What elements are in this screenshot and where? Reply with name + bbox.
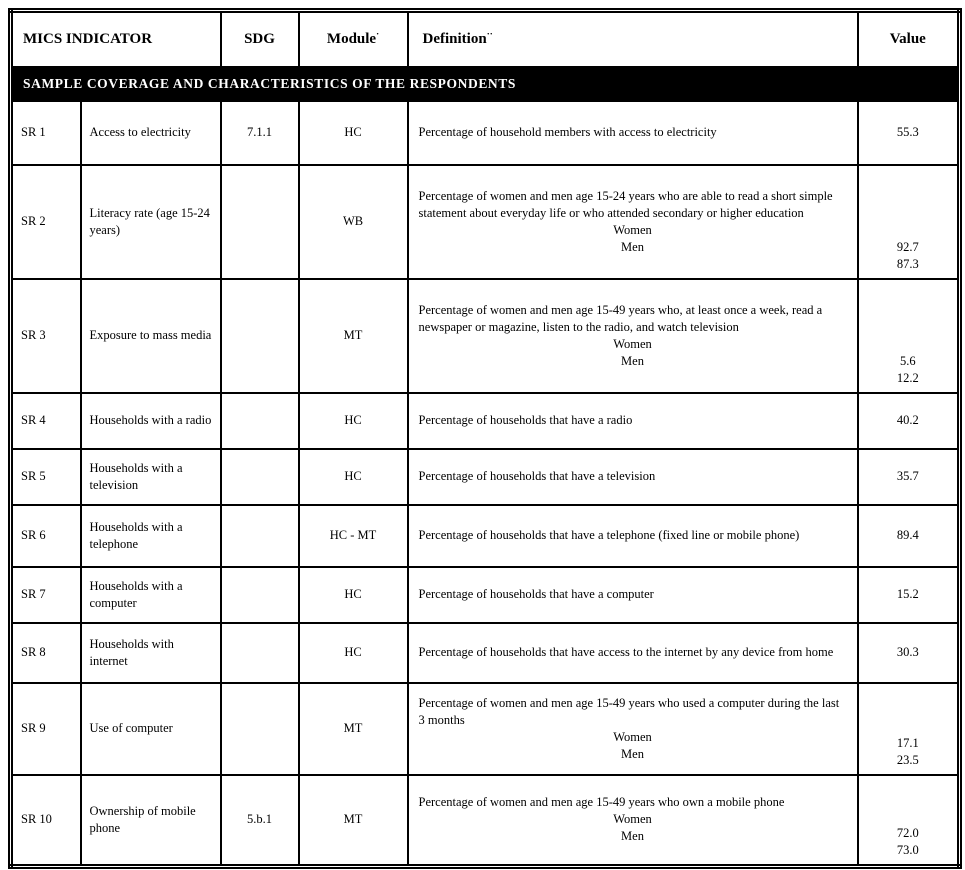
value-cell: [858, 165, 960, 279]
indicator-code: SR 9: [11, 683, 81, 775]
module-footnote-mark: ·: [376, 28, 380, 39]
sdg-cell: [221, 393, 299, 449]
sublabel-women: Women: [613, 729, 652, 744]
sdg-cell: [221, 623, 299, 683]
section-banner: SAMPLE COVERAGE AND CHARACTERISTICS OF THE RESPONDENTS: [11, 67, 960, 101]
table-row-sr10: [11, 775, 960, 867]
value-cell: [858, 775, 960, 867]
table-row-sr8: [11, 623, 960, 683]
sdg-cell: [221, 449, 299, 505]
value-men: 23.5: [896, 752, 919, 767]
sdg-cell: [221, 165, 299, 279]
indicator-name: Ownership of mobile phone: [81, 775, 221, 867]
table-row-sr4: [11, 393, 960, 449]
sublabel-men: Men: [621, 353, 644, 368]
indicator-code: SR 10: [11, 775, 81, 867]
value-cell: 40.2: [858, 393, 960, 449]
sublabel-women: Women: [613, 222, 652, 237]
col-header-sdg: SDG: [221, 11, 299, 67]
value-women: 92.7: [896, 239, 919, 254]
definition-text: Percentage of women and men age 15-49 years who, at least once a week, read a newspaper or magazine, listen to the radio, and watch television: [418, 302, 823, 334]
section-banner-row: [11, 67, 960, 101]
sublabel-men: Men: [621, 239, 644, 254]
sdg-cell: 5.b.1: [221, 775, 299, 867]
indicator-name: Literacy rate (age 15-24 years): [81, 165, 221, 279]
indicator-name: Households with a computer: [81, 567, 221, 623]
value-women: 72.0: [896, 826, 919, 840]
value-cell: [858, 279, 960, 393]
module-cell: HC: [299, 101, 408, 165]
indicator-name: Households with a radio: [81, 393, 221, 449]
value-cell: 55.3: [858, 101, 960, 165]
value-women: 5.6: [899, 353, 916, 368]
table-row-sr2: [11, 165, 960, 279]
sdg-cell: [221, 567, 299, 623]
definition-text: Percentage of women and men age 15-24 years who are able to read a short simple statement about everyday life or who attended secondary or higher education: [418, 188, 833, 220]
indicator-code: SR 1: [11, 101, 81, 165]
definition-cell: [408, 279, 858, 393]
module-cell: HC: [299, 393, 408, 449]
module-cell: MT: [299, 683, 408, 775]
table-row-sr5: [11, 449, 960, 505]
definition-text: Percentage of women and men age 15-49 years who own a mobile phone: [418, 795, 785, 810]
indicator-name: Use of computer: [81, 683, 221, 775]
definition-cell: [408, 683, 858, 775]
module-cell: HC: [299, 567, 408, 623]
module-cell: HC: [299, 623, 408, 683]
value-men: 12.2: [896, 370, 919, 385]
module-cell: WB: [299, 165, 408, 279]
table-row-sr1: [11, 101, 960, 165]
col-header-module: [299, 11, 408, 67]
value-men: 87.3: [896, 256, 919, 271]
module-cell: HC: [299, 449, 408, 505]
indicator-code: SR 7: [11, 567, 81, 623]
mics-indicators-table: [8, 8, 962, 869]
indicator-code: SR 5: [11, 449, 81, 505]
definition-cell: Percentage of households that have a television: [408, 449, 858, 505]
value-cell: 30.3: [858, 623, 960, 683]
definition-cell: Percentage of households that have a computer: [408, 567, 858, 623]
definition-footnote-mark: ··: [486, 28, 493, 39]
value-women: 17.1: [896, 735, 919, 750]
col-header-mics-indicator: MICS INDICATOR: [11, 11, 221, 67]
module-cell: MT: [299, 279, 408, 393]
module-label: Module: [326, 30, 377, 47]
definition-cell: Percentage of households that have a telephone (fixed line or mobile phone): [408, 505, 858, 567]
indicator-name: Access to electricity: [81, 101, 221, 165]
value-cell: 89.4: [858, 505, 960, 567]
definition-cell: [408, 165, 858, 279]
table-row-sr9: [11, 683, 960, 775]
value-cell: 15.2: [858, 567, 960, 623]
definition-cell: Percentage of households that have a radio: [408, 393, 858, 449]
value-cell: 35.7: [858, 449, 960, 505]
col-header-definition: [408, 11, 858, 67]
indicator-code: SR 2: [11, 165, 81, 279]
header-row: [11, 11, 960, 67]
sublabel-men: Men: [621, 746, 644, 761]
definition-cell: Percentage of household members with access to electricity: [408, 101, 858, 165]
sdg-cell: [221, 279, 299, 393]
definition-text: Percentage of women and men age 15-49 years who used a computer during the last 3 months: [418, 695, 840, 727]
indicator-name: Exposure to mass media: [81, 279, 221, 393]
indicator-code: SR 6: [11, 505, 81, 567]
indicator-name: Households with a television: [81, 449, 221, 505]
indicator-name: Households with internet: [81, 623, 221, 683]
definition-label: Definition: [422, 30, 487, 47]
value-cell: [858, 683, 960, 775]
table-row-sr7: [11, 567, 960, 623]
indicator-code: SR 8: [11, 623, 81, 683]
sublabel-women: Women: [613, 812, 652, 827]
definition-cell: Percentage of households that have access to the internet by any device from home: [408, 623, 858, 683]
table-row-sr6: [11, 505, 960, 567]
col-header-value: Value: [858, 11, 960, 67]
sdg-cell: 7.1.1: [221, 101, 299, 165]
sublabel-women: Women: [613, 336, 652, 351]
table-row-sr3: [11, 279, 960, 393]
definition-cell: [408, 775, 858, 867]
indicator-name: Households with a telephone: [81, 505, 221, 567]
sdg-cell: [221, 505, 299, 567]
module-cell: MT: [299, 775, 408, 867]
indicator-code: SR 4: [11, 393, 81, 449]
indicator-code: SR 3: [11, 279, 81, 393]
module-cell: HC - MT: [299, 505, 408, 567]
sdg-cell: [221, 683, 299, 775]
value-men: 73.0: [896, 843, 919, 857]
sublabel-men: Men: [621, 829, 644, 844]
